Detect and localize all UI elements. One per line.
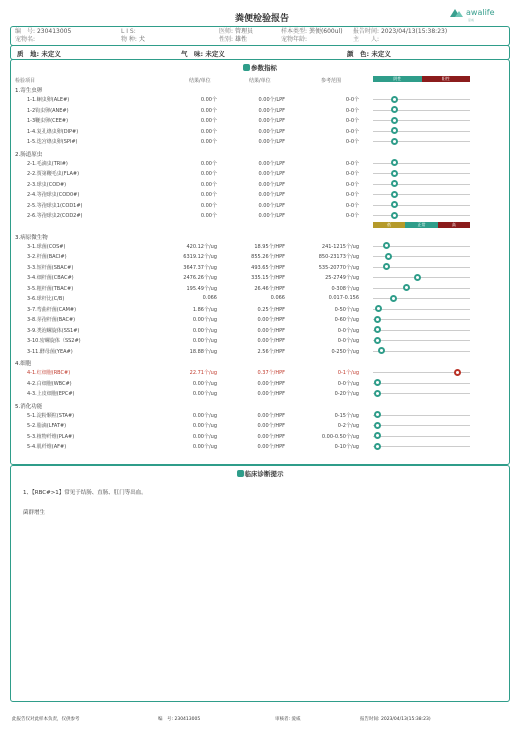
result-per-field: 0.00个/LPF <box>258 202 285 209</box>
result-value: 0.066 <box>202 295 217 301</box>
field-value: 未定义 <box>41 50 61 58</box>
field-value: 雄性 <box>234 36 247 43</box>
table-row <box>11 210 509 220</box>
scale-line <box>373 393 470 394</box>
result-per-field: 0.00个/LPF <box>258 128 285 135</box>
table-row <box>11 241 509 251</box>
result-per-field: 0.37个/HPF <box>257 370 285 376</box>
table-row <box>11 346 509 356</box>
reference-range: 0-0个 <box>345 192 359 198</box>
legend-swatch: 阳性 <box>422 76 471 82</box>
result-per-field: 0.00个/LPF <box>258 213 285 219</box>
level-marker <box>403 284 410 291</box>
logo-text: awalife <box>466 8 495 17</box>
level-marker <box>374 411 381 418</box>
info-field <box>219 28 253 36</box>
reference-range: 0-60个/ug <box>334 317 359 323</box>
result-value: 0.00个 <box>200 139 217 145</box>
result-value: 0.00个/ug <box>192 317 217 323</box>
item-name: 2-6.等孢球虫2(COD2#) <box>27 213 83 219</box>
reference-range: 0-0个 <box>345 139 359 145</box>
result-value: 0.00个/ug <box>192 433 217 440</box>
table-row <box>11 179 509 189</box>
item-name: 4-1.红细胞(RBC#) <box>27 370 71 376</box>
reference-range: 0-0个 <box>345 97 359 103</box>
col-header-result1: 结果/单位 <box>189 78 211 84</box>
field-label: 气 味: <box>181 50 204 58</box>
table-row <box>11 431 509 441</box>
odor-field <box>181 49 225 58</box>
level-marker <box>390 295 397 302</box>
diagnosis-title: 临床诊断提示 <box>244 470 284 478</box>
reference-range: 0-10个/ug <box>334 444 359 450</box>
result-value: 0.00个 <box>200 97 217 103</box>
result-value: 18.88个/ug <box>189 348 217 355</box>
table-row <box>11 126 509 136</box>
level-marker <box>374 337 381 344</box>
result-value: 195.49个/ug <box>186 285 217 292</box>
field-value: 犬 <box>138 36 145 43</box>
scale-line <box>373 277 470 278</box>
item-name: 3-10.密螺旋体（SS2#) <box>27 338 81 344</box>
result-per-field: 0.00个/LPF <box>258 171 285 177</box>
result-value: 0.00个 <box>200 128 217 135</box>
field-label: 颜 色: <box>347 50 370 58</box>
table-row <box>11 293 509 303</box>
info-field <box>353 36 379 44</box>
table-row <box>11 388 509 398</box>
item-name: 2-1.毛滴虫(TRI#) <box>27 160 68 167</box>
result-per-field: 0.00个/HPF <box>257 317 285 323</box>
result-per-field: 0.00个/HPF <box>257 412 285 419</box>
col-header-result2: 结果/单位 <box>249 78 271 84</box>
level-marker <box>374 443 381 450</box>
item-name: 3-7.弯曲杆菌(CAM#) <box>27 306 77 313</box>
level-marker <box>374 390 381 397</box>
item-name: 5-4.肌纤维(AF#) <box>27 444 67 450</box>
level-marker <box>391 96 398 103</box>
table-row <box>11 189 509 199</box>
table-row <box>11 272 509 282</box>
footer-time-label: 报告时间: <box>360 717 380 722</box>
table-row <box>11 115 509 125</box>
scale-line <box>373 425 470 426</box>
reference-range: 0.017-0.156 <box>328 295 359 301</box>
level-marker <box>374 432 381 439</box>
table-row <box>11 335 509 345</box>
result-value: 0.00个 <box>200 213 217 219</box>
footer-time-value: 2023/04/13(15:38:23) <box>380 717 431 722</box>
reference-range: 0-0个 <box>345 107 359 114</box>
diagnosis-line: 菌群增生 <box>23 510 46 516</box>
result-per-field: 0.00个/HPF <box>257 433 285 440</box>
col-header-range: 参考范围 <box>321 78 342 84</box>
legend-swatch: 阴性 <box>373 76 422 82</box>
item-name: 3-8.芽孢杆菌(BAC#) <box>27 317 76 323</box>
table-row <box>11 304 509 314</box>
item-name: 2-3.球虫(COD#) <box>27 181 67 188</box>
level-marker <box>391 170 398 177</box>
footer-id-label: 编 号: <box>158 717 174 722</box>
result-value: 0.00个 <box>200 171 217 177</box>
group-title: 2.肠道原虫 <box>15 151 43 158</box>
reference-range: 25-2749个/ug <box>325 275 359 281</box>
item-name: 1-1.蛔虫卵(ALE#) <box>27 97 70 103</box>
scale-line <box>373 415 470 416</box>
scale-line <box>373 436 470 437</box>
group-title: 5.消化功能 <box>15 403 43 410</box>
scale-line <box>373 298 470 299</box>
table-row <box>11 283 509 293</box>
parameters-panel <box>10 59 510 465</box>
result-per-field: 0.00个/HPF <box>257 391 285 397</box>
reference-range: 850-23173个/ug <box>318 254 359 260</box>
level-marker <box>391 159 398 166</box>
report-title: 粪便检验报告 <box>234 14 289 24</box>
result-value: 22.71个/ug <box>189 370 217 376</box>
table-row <box>11 200 509 210</box>
reference-range: 0-0个 <box>345 181 359 188</box>
info-field <box>121 36 145 44</box>
result-value: 0.00个 <box>200 118 217 124</box>
item-name: 5-3.植物纤维(PLA#) <box>27 433 75 440</box>
level-marker <box>374 379 381 386</box>
level-marker <box>391 127 398 134</box>
table-row <box>11 420 509 430</box>
result-per-field: 0.00个/LPF <box>258 118 285 124</box>
result-per-field: 0.066 <box>270 295 285 301</box>
group-title: 4.细胞 <box>15 361 32 367</box>
result-value: 2476.26个/ug <box>183 275 217 281</box>
item-name: 5-2.脂滴(LFAT#) <box>27 423 67 429</box>
field-label: 医师: <box>219 28 234 35</box>
legend-swatch: 正常 <box>405 222 437 228</box>
reference-range: 0-0个 <box>345 213 359 219</box>
info-field <box>15 36 35 44</box>
level-marker <box>454 369 461 376</box>
level-marker <box>383 242 390 249</box>
result-value: 0.00个 <box>200 107 217 114</box>
logo-subtext: 爱威 <box>468 18 475 22</box>
reference-range: 0-0个/ug <box>337 327 359 334</box>
reference-range: 0-0个 <box>345 118 359 124</box>
info-field <box>219 36 247 44</box>
scale-line <box>373 288 470 289</box>
diagnosis-heading <box>11 469 509 478</box>
scale-line <box>373 141 470 142</box>
footer-id <box>158 716 200 722</box>
group-title: 3.病原微生物 <box>15 234 48 241</box>
table-row <box>11 262 509 272</box>
info-field <box>281 36 307 44</box>
field-value: 未定义 <box>205 50 225 58</box>
scale-line <box>373 163 470 164</box>
result-value: 420.12个/ug <box>186 243 217 250</box>
scale-line <box>373 446 470 447</box>
table-row <box>11 441 509 451</box>
info-field <box>121 28 136 36</box>
table-row <box>11 314 509 324</box>
result-per-field: 855.26个/HPF <box>251 254 285 260</box>
level-marker <box>383 263 390 270</box>
info-row-1 <box>11 28 509 36</box>
result-value: 0.00个 <box>200 192 217 198</box>
field-value: 未定义 <box>371 50 391 58</box>
level-marker <box>378 347 385 354</box>
result-per-field: 0.00个/LPF <box>258 139 285 145</box>
result-value: 0.00个/ug <box>192 391 217 397</box>
brand-logo <box>450 8 495 18</box>
result-value: 0.00个/ug <box>192 327 217 334</box>
level-marker <box>391 180 398 187</box>
item-name: 3-9.类泡螺旋体(SS1#) <box>27 327 80 334</box>
footer-id-value: 230413005 <box>174 717 201 722</box>
scale-line <box>373 215 470 216</box>
reference-range: 0-1个/ug <box>337 370 359 376</box>
item-name: 3-5.粗杆菌(TBAC#) <box>27 285 74 292</box>
item-name: 1-5.迭宫绦虫卵(SPI#) <box>27 139 78 145</box>
reference-range: 0-308个/ug <box>331 285 359 292</box>
reference-range: 0-0个 <box>345 128 359 135</box>
result-value: 0.00个/ug <box>192 412 217 419</box>
field-label: 宠物年龄: <box>281 36 308 43</box>
reference-range: 0-50个/ug <box>334 306 359 313</box>
table-row <box>11 158 509 168</box>
result-value: 0.00个/ug <box>192 338 217 344</box>
reference-range: 0-15个/ug <box>334 412 359 419</box>
result-per-field: 2.56个/HPF <box>257 348 285 355</box>
field-value: 粪便(600ul) <box>308 28 343 35</box>
item-name: 1-2钩虫卵(ANE#) <box>27 107 69 114</box>
table-row <box>11 251 509 261</box>
level-marker <box>391 212 398 219</box>
field-label: 主 人: <box>353 36 380 43</box>
scale-line <box>373 110 470 111</box>
scale-line <box>373 120 470 121</box>
field-label: 性别: <box>219 36 234 43</box>
table-row <box>11 367 509 377</box>
level-marker <box>391 106 398 113</box>
legend-swatch: 低 <box>373 222 405 228</box>
item-name: 2-5.等孢球虫1(COD1#) <box>27 202 83 209</box>
reference-range: 0-2个/ug <box>337 423 359 429</box>
diagnosis-line: 1、【RBC#>1】常见于结肠、直肠、肛门等出血。 <box>23 490 147 496</box>
scale-line <box>373 340 470 341</box>
level-marker <box>374 422 381 429</box>
result-value: 0.00个/ug <box>192 423 217 429</box>
result-per-field: 0.00个/HPF <box>257 327 285 334</box>
result-per-field: 0.00个/LPF <box>258 97 285 103</box>
field-label: L I S: <box>121 28 136 35</box>
item-name: 2-4.等孢球虫(COD0#) <box>27 192 80 198</box>
level-marker <box>385 253 392 260</box>
patient-info-box <box>10 26 510 46</box>
item-name: 3-2.杆菌(BACI#) <box>27 254 67 260</box>
table-row <box>11 325 509 335</box>
item-name: 4-3.上皮细胞(EPC#) <box>27 391 75 397</box>
info-field <box>15 28 71 36</box>
info-field <box>353 28 447 36</box>
parameters-title: 参数指标 <box>251 64 277 72</box>
result-per-field: 0.00个/LPF <box>258 192 285 198</box>
col-header-item: 检验项目 <box>15 78 36 84</box>
footer-reviewer <box>275 716 300 722</box>
result-per-field: 493.65个/HPF <box>251 264 285 271</box>
legend-swatch: 高 <box>438 222 470 228</box>
table-row <box>11 94 509 104</box>
scale-line <box>373 205 470 206</box>
result-value: 3647.37个/ug <box>183 264 217 271</box>
table-row <box>11 410 509 420</box>
footer-disclaimer: 此报告仅对此样本负责，仅供参考 <box>12 717 80 722</box>
field-label: 编 号: <box>15 28 36 35</box>
parameters-heading <box>11 63 509 72</box>
level-marker <box>391 117 398 124</box>
result-value: 6319.12个/ug <box>183 254 217 260</box>
level-marker <box>414 274 421 281</box>
info-field <box>281 28 343 36</box>
texture-field <box>17 49 61 58</box>
result-value: 0.00个 <box>200 181 217 188</box>
field-label: 宠物名: <box>15 36 36 43</box>
footer-time <box>360 716 431 722</box>
drop-icon <box>237 470 244 477</box>
item-name: 3-1.球菌(COS#) <box>27 243 66 250</box>
result-value: 0.00个 <box>200 202 217 209</box>
table-row <box>11 105 509 115</box>
result-per-field: 0.00个/HPF <box>257 338 285 344</box>
scale-line <box>373 99 470 100</box>
result-value: 0.00个 <box>200 160 217 167</box>
field-value: 2023/04/13(15:38:23) <box>380 28 448 35</box>
table-row <box>11 168 509 178</box>
logo-mark-icon <box>450 8 464 18</box>
diagnosis-panel <box>10 465 510 702</box>
item-name: 3-6.球杆比(C/B) <box>27 296 65 302</box>
field-label: 物 种: <box>121 36 137 43</box>
scale-line <box>373 351 470 352</box>
reference-range: 0-0个/ug <box>337 338 359 344</box>
result-per-field: 0.00个/LPF <box>258 160 285 167</box>
footer-reviewer-value: 爱威 <box>291 717 301 722</box>
table-row <box>11 378 509 388</box>
reference-range: 535-20770个/ug <box>318 264 359 271</box>
color-field <box>347 49 391 58</box>
result-value: 0.00个/ug <box>192 444 217 450</box>
result-per-field: 0.00个/LPF <box>258 181 285 188</box>
field-label: 样本类型: <box>281 28 308 35</box>
item-name: 2-2.贾第鞭毛虫(FLA#) <box>27 171 80 177</box>
drop-icon <box>243 64 250 71</box>
reference-range: 0.00-0.50个/ug <box>321 433 359 440</box>
footer-reviewer-label: 审核者: <box>275 717 291 722</box>
item-name: 4-2.白细胞(WBC#) <box>27 380 72 387</box>
result-per-field: 26.46个/HPF <box>254 285 285 292</box>
level-marker <box>391 138 398 145</box>
item-name: 3-3.短杆菌(SBAC#) <box>27 264 74 271</box>
item-name: 5-1.淀粉颗粒(STA#) <box>27 412 75 419</box>
level-marker <box>391 201 398 208</box>
level-marker <box>375 305 382 312</box>
reference-range: 241-1215个/ug <box>321 243 359 250</box>
result-per-field: 0.00个/HPF <box>257 444 285 450</box>
scale-line <box>373 383 470 384</box>
item-name: 1-3鞭虫卵(CEE#) <box>27 118 69 124</box>
scale-line <box>373 330 470 331</box>
result-value: 0.00个/ug <box>192 380 217 387</box>
level-marker <box>374 316 381 323</box>
group-title: 1.寄生虫卵 <box>15 88 43 94</box>
info-row-2 <box>11 36 509 44</box>
reference-range: 0-20个/ug <box>334 391 359 397</box>
item-name: 3-11.酵母菌(YEA#) <box>27 348 73 355</box>
field-label: 质 地: <box>17 50 40 58</box>
field-label: 报告时间: <box>353 28 380 35</box>
reference-range: 0-250个/ug <box>331 348 359 355</box>
level-marker <box>374 326 381 333</box>
table-row <box>11 136 509 146</box>
scale-line <box>373 131 470 132</box>
reference-range: 0-0个 <box>345 171 359 177</box>
scale-line <box>373 309 470 310</box>
scale-line <box>373 184 470 185</box>
scale-line <box>373 173 470 174</box>
field-value: 230413005 <box>36 28 72 35</box>
scale-line <box>373 319 470 320</box>
result-per-field: 335.15个/HPF <box>251 275 285 281</box>
appearance-summary <box>10 45 510 60</box>
scale-line <box>373 194 470 195</box>
result-per-field: 0.25个/HPF <box>257 306 285 313</box>
reference-range: 0-0个 <box>345 160 359 167</box>
result-per-field: 0.00个/HPF <box>257 423 285 429</box>
level-marker <box>391 191 398 198</box>
result-per-field: 18.95个/HPF <box>254 243 285 250</box>
result-value: 1.86个/ug <box>192 306 217 313</box>
result-per-field: 0.00个/HPF <box>257 380 285 387</box>
reference-range: 0-0个 <box>345 202 359 209</box>
item-name: 1-4.复孔绦虫卵(DIP#) <box>27 128 79 135</box>
result-per-field: 0.00个/LPF <box>258 107 285 114</box>
reference-range: 0-0个/ug <box>337 380 359 387</box>
item-name: 3-4.细杆菌(CBAC#) <box>27 275 74 281</box>
field-value: 管理员 <box>234 28 253 35</box>
